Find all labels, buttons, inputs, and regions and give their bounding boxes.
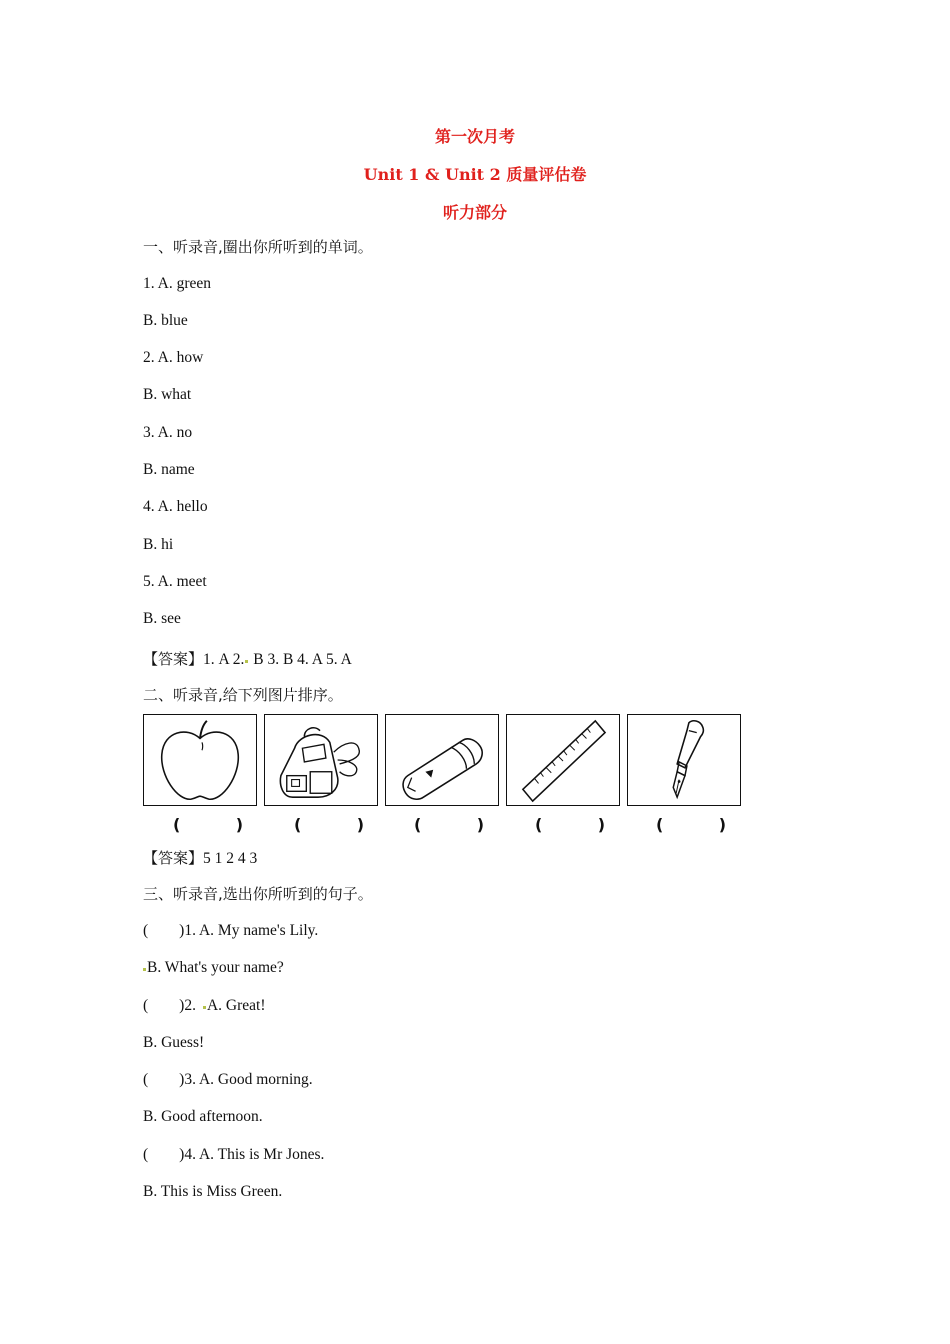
ruler-picture [506, 714, 620, 806]
part3-question: ( )3. A. Good morning. [143, 1071, 313, 1088]
part1-item: 2. A. how [143, 349, 204, 366]
part1-item: B. name [143, 461, 195, 478]
part3-heading: 三、听录音,选出你所听到的句子。 [143, 885, 373, 903]
section-title: 听力部分 [442, 203, 507, 222]
answer-blank[interactable]: ( ) [294, 815, 364, 834]
dot-mark [203, 1006, 206, 1009]
answer-blank[interactable]: ( ) [414, 815, 484, 834]
answer-tag: 【答案】 [143, 849, 204, 867]
sharpener-picture [385, 714, 499, 806]
answer-blank[interactable]: ( ) [143, 922, 185, 939]
ruler-icon [507, 715, 619, 805]
part3-option: B. Guess! [143, 1034, 205, 1051]
picture-row [143, 714, 743, 808]
part1-heading: 一、听录音,圈出你所听到的单词。 [143, 238, 373, 256]
part1-answer: 【答案】1. A 2. B 3. B 4. A 5. A [143, 650, 352, 668]
answer-blank[interactable]: ( ) [143, 1146, 185, 1163]
dot-mark [143, 968, 146, 971]
answer-blank[interactable]: ( ) [656, 815, 726, 834]
answer-tag: 【答案】 [143, 650, 204, 668]
part3-option: B. Good afternoon. [143, 1108, 263, 1125]
exam-title: 第一次月考 [434, 127, 515, 146]
pen-picture [627, 714, 741, 806]
answer-blank[interactable]: ( ) [173, 815, 243, 834]
answer-blank[interactable]: ( ) [535, 815, 605, 834]
apple-picture [143, 714, 257, 806]
part1-item: 5. A. meet [143, 573, 207, 590]
part1-item: B. see [143, 610, 181, 627]
schoolbag-picture [264, 714, 378, 806]
apple-icon [144, 715, 256, 805]
part3-question: ( )4. A. This is Mr Jones. [143, 1146, 325, 1163]
part1-item: 4. A. hello [143, 498, 208, 515]
part1-item: 1. A. green [143, 275, 212, 292]
part1-item: B. what [143, 386, 192, 403]
part3-question: ( )1. A. My name's Lily. [143, 922, 319, 939]
dot-mark [245, 660, 248, 663]
exam-subtitle: Unit 1 & Unit 2 质量评估卷 [363, 165, 587, 184]
part1-item: B. blue [143, 312, 188, 329]
part3-question: ( )2. A. Great! [143, 997, 266, 1014]
part1-item: B. hi [143, 536, 174, 553]
answer-blank[interactable]: ( ) [143, 997, 185, 1014]
part3-option: B. What's your name? [143, 959, 284, 977]
part2-heading: 二、听录音,给下列图片排序。 [143, 686, 343, 704]
answer-blank[interactable]: ( ) [143, 1071, 185, 1088]
schoolbag-icon [265, 715, 377, 805]
part1-item: 3. A. no [143, 424, 193, 441]
pen-icon [628, 715, 740, 805]
part2-answer: 【答案】5 1 2 4 3 [143, 849, 258, 867]
pencil-sharpener-icon [386, 715, 498, 805]
part3-option: B. This is Miss Green. [143, 1183, 283, 1200]
